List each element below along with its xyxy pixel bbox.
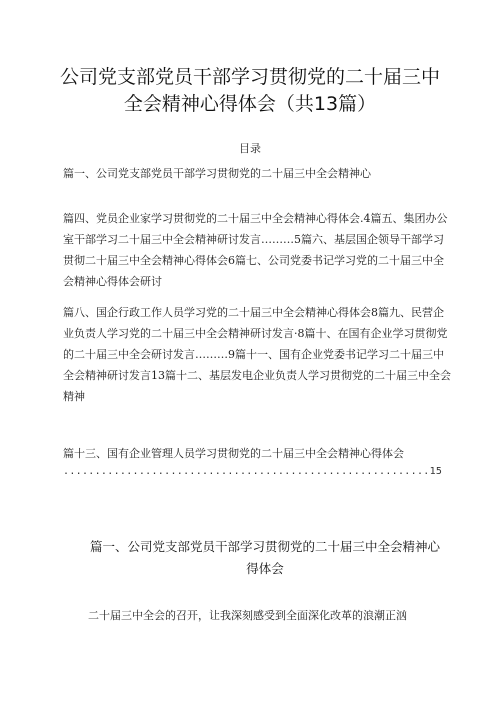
toc-entry-2: 篇四、党员企业家学习贯彻党的二十届三中全会精神心得体会.4篇五、集团办公室干部学习二十届三中全会精神研讨发言………5篇六、基层国企领导干部学习贯彻二十届三中全会精神心得体会6篇七、公司党委书记学习党的二十届三中全会精神心得体会研讨 <box>63 212 448 288</box>
title-line-2: 全会精神心得体会（共13篇） <box>123 93 377 115</box>
toc-heading: 目录 <box>239 142 261 155</box>
section-heading <box>70 536 460 580</box>
toc-dot-leader: .......................................................... <box>63 466 430 477</box>
document-title <box>40 64 460 118</box>
toc-entry-1: 篇一、公司党支部党员干部学习贯彻党的二十届三中全会精神心 <box>63 167 371 180</box>
toc-entry-3: 篇八、国企行政工作人员学习党的二十届三中全会精神心得体会8篇九、民营企业负责人学习党的二十届三中全会精神研讨发言·8篇十、在国有企业学习贯彻党的二十届三中全会研讨发言………9篇十一、国有企业党委书记学习二十届三中全会精神研讨发言13篇十二、基层发电企业负责人学习贯彻党的二十届三中全会精神 <box>63 306 451 403</box>
toc-entry-4: 篇十三、国有企业管理人员学习贯彻党的二十届三中全会精神心得体会 <box>63 447 404 460</box>
toc-page-number: 15 <box>429 466 443 477</box>
section-heading-line-1: 篇一、公司党支部党员干部学习贯彻党的二十届三中全会精神心 <box>89 539 440 554</box>
section-heading-line-2: 得体会 <box>246 561 284 576</box>
title-line-1: 公司党支部党员干部学习贯彻党的二十届三中 <box>59 66 440 88</box>
body-paragraph: 二十届三中全会的召开，让我深刻感受到全面深化改革的浪潮正汹 <box>88 609 407 622</box>
toc-entry-4-leader <box>63 465 453 479</box>
